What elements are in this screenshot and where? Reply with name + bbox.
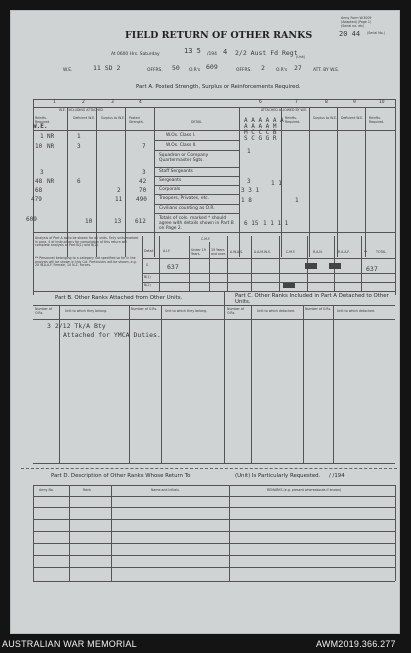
time-label: At 0600 Hrs. Saturday <box>111 52 160 57</box>
r6-c6: 3 3 1 <box>241 187 260 194</box>
serial-number: 20 44 <box>339 30 361 38</box>
form-sheet <box>10 10 400 634</box>
redaction-block <box>329 263 341 269</box>
part-d-col-remarks: REMARKS (e.g. present whereabouts if known) <box>267 488 342 492</box>
ors2-value: 27 <box>294 64 302 72</box>
date-year-label: /194 <box>207 52 217 57</box>
r9-c6: 6 15 <box>244 220 259 227</box>
part-b-entry-1: 3 2/12 Tk/A Bty <box>47 322 106 330</box>
we-value: 11 SD 2 <box>93 64 121 72</box>
part-b-col-num1: Number of O.Rs. <box>35 307 52 315</box>
r9-c1: 609 <box>26 216 37 223</box>
analysis-col-cmf-group: C.M.F. <box>201 237 211 241</box>
hdr-right-deficient: Deficient W.E. <box>341 116 364 120</box>
analysis-col-total: TOTAL <box>376 250 387 254</box>
row-detail-ssgt: Staff Sergeants <box>159 169 193 174</box>
analysis-col-19over: 19 Years and over. <box>211 248 226 256</box>
analysis-col-aif: A.I.F. <box>163 249 171 253</box>
offrs-label: OFFRS. <box>147 68 163 73</box>
r5-c7: 1 1 <box>271 180 282 187</box>
r6-c1: 68 <box>35 187 43 194</box>
offrs-value: 50 <box>172 64 180 72</box>
serial-label: (Serial no. etc) <box>341 24 365 28</box>
analysis-total-s: 637 <box>366 265 378 273</box>
unit-label: (Unit) <box>296 55 305 59</box>
footer-accession: AWM2019.366.277 <box>316 639 396 649</box>
r2-c3: 3 <box>77 143 81 150</box>
analysis-col-detail: Detail <box>144 249 154 253</box>
offrs2-label: OFFRS. <box>236 68 252 73</box>
hdr-surplus: Surplus to W.E. <box>101 116 125 120</box>
r2-c5: 7 <box>142 143 146 150</box>
r2-c2: NR <box>47 143 55 150</box>
ors2-label: O.R's <box>276 68 288 73</box>
ors-label: O.R's <box>189 68 201 73</box>
we-stamp: W.E. <box>33 123 48 130</box>
part-c-col-unit2: Unit to which detached. <box>337 309 375 313</box>
r7-c5: 490 <box>136 196 147 203</box>
hdr-posted: Posted Strength. <box>129 116 144 124</box>
col-num-10: 10 <box>379 100 385 105</box>
date-year: 4 <box>223 48 228 56</box>
ors-value: 609 <box>206 63 218 71</box>
col-num-6: 6 <box>259 100 262 105</box>
analysis-col-other: ** <box>364 250 368 254</box>
hdr-detail: DETAIL <box>191 120 203 124</box>
row-detail-cpl: Corporals <box>159 187 181 192</box>
personnel-note: ** Personnel belonging to a category not specified so far in the analysis will be shown in this Col. Particulars will be shown, e.g. 20 W.A.A.F. Female, 10 N.Z. Forces. <box>35 256 137 268</box>
r4-c1: 3 <box>40 169 44 176</box>
we-label: W.E. <box>63 68 73 73</box>
serial-suffix: (Serial No.) <box>367 31 385 35</box>
part-b-col-unit1: Unit to which they belong. <box>65 309 108 313</box>
r9-c3: 10 <box>85 218 93 225</box>
r4-c5: 3 <box>142 169 146 176</box>
r1-c3: 1 <box>77 133 81 140</box>
part-c-col-num2: Number of O.Rs. <box>305 307 332 311</box>
part-d-col-name: Name and initials. <box>151 488 180 492</box>
r9-c4: 13 <box>114 218 122 225</box>
form-adapted: (Adapted) (Page 1) <box>341 20 372 24</box>
analysis-note: Analysis of Part A as to be shown for all units. Only units marked in para. 4 of instructions for compilation of this return will complete analysis at Part B(1) and B(2). <box>35 236 139 248</box>
row-detail-wo2: W.Os. Class II. <box>166 143 197 148</box>
analysis-col-awas: A.W.A.S. <box>230 250 244 254</box>
col-num-2: 2 <box>82 100 85 105</box>
r2-c1: 10 <box>35 143 43 150</box>
r6-c5: 70 <box>139 187 147 194</box>
row-detail-totals: Totals of cols. marked * should agree with details shown in Part B on Page 2. <box>159 216 234 231</box>
col-num-4: 4 <box>139 100 142 105</box>
unit-name: 2/2 Aust Fd Regt <box>235 49 298 57</box>
r9-c5: 612 <box>135 218 146 225</box>
form-title: FIELD RETURN OF OTHER RANKS <box>125 30 313 41</box>
r1-c1: 1 <box>40 133 44 140</box>
analysis-aif-s: 637 <box>167 263 179 271</box>
part-c-col-unit1: Unit to which detached. <box>257 309 295 313</box>
att-label: ATT. BY W.E. <box>313 68 340 73</box>
r7-c7: 1 <box>295 197 299 204</box>
date-day: 13 5 <box>184 47 201 55</box>
part-c-col-num1: Number of O.Rs. <box>227 307 244 315</box>
hdr-right-reinfts: Reinfts. Required. <box>285 116 301 124</box>
r5-c6: 3 <box>247 178 251 185</box>
part-b-col-unit2: Unit to which they belong. <box>165 309 208 313</box>
hdr-right-surplus: Surplus to W.E. <box>313 116 337 120</box>
hdr-right-reinfts2: Reinfts. Required. <box>369 116 385 124</box>
row-detail-cqms: Squadron or Company Quartermaster Sgts. <box>159 153 209 163</box>
att-allowed-header: ATTACHED ALLOWED BY W.E. <box>261 108 308 112</box>
r7-c1: 479 <box>31 196 42 203</box>
r7-c6: 1 8 <box>241 197 252 204</box>
form-id: Army Form W.3009 <box>341 16 372 20</box>
analysis-row-b2: B(2) <box>144 283 151 287</box>
footer-credit: AUSTRALIAN WAR MEMORIAL <box>2 639 137 649</box>
r5-c5: 42 <box>139 178 147 185</box>
offrs2-value: 2 <box>261 64 265 72</box>
r5-c2: NR <box>47 178 55 185</box>
part-b-title: Part B. Other Ranks Attached from Other Units. <box>55 295 183 301</box>
part-c-title: Part C. Other Ranks Included in Part A Detached to Other Units. <box>235 293 389 305</box>
analysis-col-raaf: R.A.A.F. <box>338 250 350 254</box>
hdr-deficient: Deficient W.E. <box>73 116 96 120</box>
col-num-3: 3 <box>111 100 114 105</box>
r6-c4: 2 <box>117 187 121 194</box>
analysis-col-cmf: C.M.F. <box>286 250 296 254</box>
row-detail-wo1: W.Os. Class I. <box>166 133 196 138</box>
col-num-1: 1 <box>53 100 56 105</box>
analysis-col-under19: Under 19 Years. <box>191 248 206 256</box>
attached-stamp-letters: A A A A A A A A A A M M C C C B S C G G R <box>244 117 284 142</box>
r5-c1: 48 <box>35 178 43 185</box>
analysis-row-b1: B(1) <box>144 275 151 279</box>
row-detail-civ: Civilians counting as O.R. <box>159 206 215 211</box>
part-d-title: Part D. Description of Other Ranks Whose Return To <box>51 473 191 479</box>
part-d-col-armyno: Army No. <box>39 488 54 492</box>
col-num-9: 9 <box>353 100 356 105</box>
analysis-col-aamws: A.A.M.W.S. <box>254 250 271 254</box>
part-b-col-num2: Number of O.Rs. <box>131 307 158 311</box>
part-d-date: / /194 <box>329 473 345 479</box>
col-num-7: 7 <box>295 100 298 105</box>
analysis-col-ran: R.A.N. <box>313 250 323 254</box>
r2-c6: 1 <box>247 148 251 155</box>
part-a-title: Part A. Posted Strength, Surplus or Reinforcements Required. <box>136 84 301 90</box>
redaction-block <box>305 263 317 269</box>
r5-c3: 6 <box>77 178 81 185</box>
part-d-col-rank: Rank <box>83 488 91 492</box>
row-detail-tpr: Troopers, Privates, etc. <box>159 196 210 201</box>
col-num-8: 8 <box>325 100 328 105</box>
redaction-block <box>283 283 295 288</box>
row-detail-sgt: Sergeants <box>159 178 182 183</box>
hdr-reinfts: Reinfts. Required. <box>35 116 51 124</box>
r9-c7: 1 1 1 1 <box>263 220 289 227</box>
r1-c2: NR <box>47 133 55 140</box>
r7-c4: 11 <box>115 196 123 203</box>
part-b-entry-2: Attached for YMCA Duties. <box>63 331 161 339</box>
analysis-row-s: S <box>146 263 149 267</box>
we-excl-header: W.E. EXCLUDING ATTACHED <box>59 108 103 112</box>
part-d-request: (Unit) Is Particularly Requested. <box>235 473 321 479</box>
